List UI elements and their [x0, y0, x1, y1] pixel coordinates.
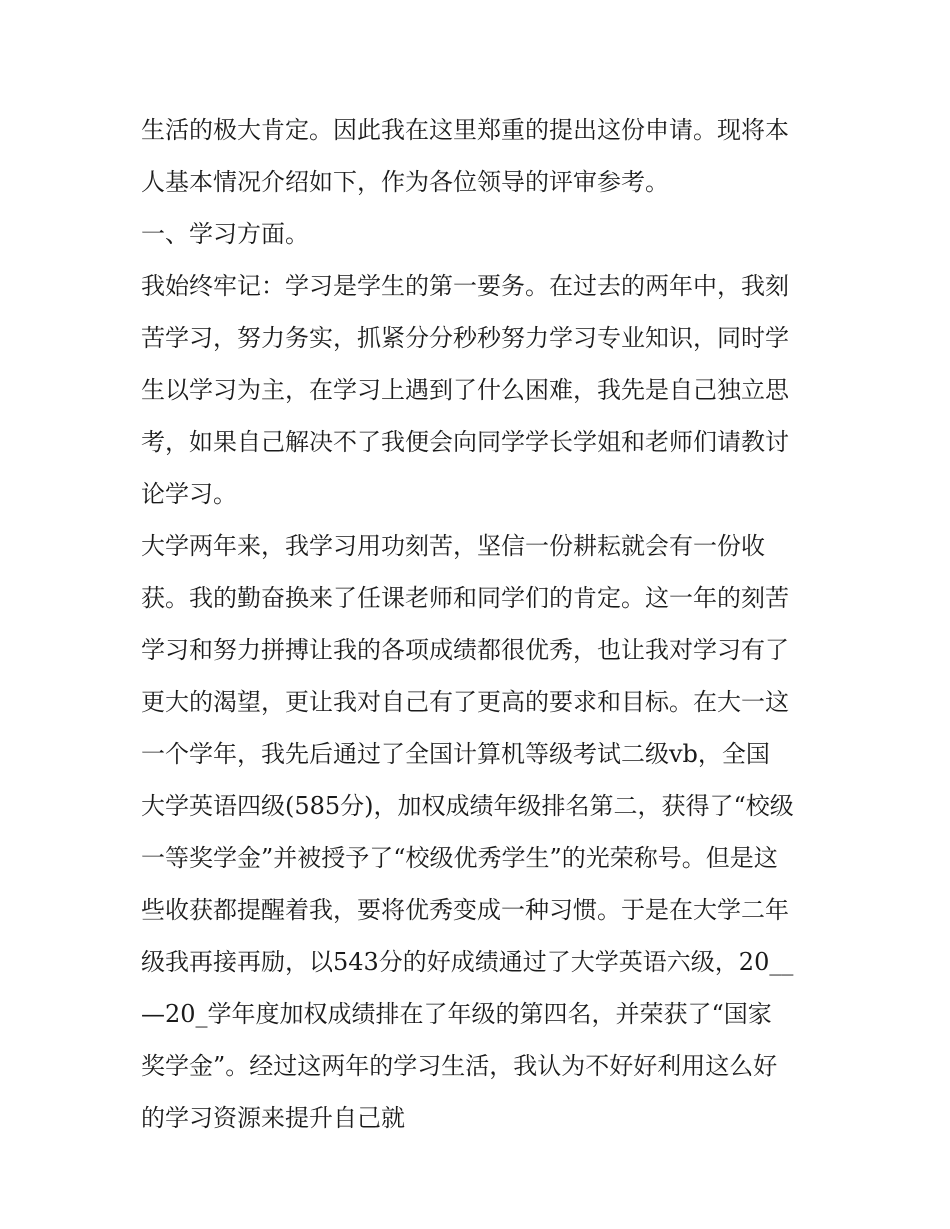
text-line-17: 级我再接再励，以543分的好成绩通过了大学英语六级，20__ — [141, 948, 794, 976]
text-line-11: 学习和努力拼搏让我的各项成绩都很优秀，也让我对学习有了 — [141, 636, 789, 664]
text-line-16: 些收获都提醒着我，要将优秀变成一种习惯。于是在大学二年 — [141, 896, 789, 924]
text-line-19: 奖学金”。经过这两年的学习生活，我认为不好好利用这么好 — [141, 1052, 778, 1080]
text-line-1: 生活的极大肯定。因此我在这里郑重的提出这份申请。现将本 — [141, 116, 789, 144]
text-line-12: 更大的渴望，更让我对自己有了更高的要求和目标。在大一这 — [141, 688, 789, 716]
text-line-2: 人基本情况介绍如下，作为各位领导的评审参考。 — [141, 168, 669, 196]
text-line-10: 获。我的勤奋换来了任课老师和同学们的肯定。这一年的刻苦 — [141, 584, 789, 612]
text-line-4: 我始终牢记：学习是学生的第一要务。在过去的两年中，我刻 — [141, 272, 789, 300]
text-line-20: 的学习资源来提升自己就 — [141, 1104, 405, 1132]
text-line-6: 生以学习为主，在学习上遇到了什么困难，我先是自己独立思 — [141, 376, 789, 404]
text-line-5: 苦学习，努力务实，抓紧分分秒秒努力学习专业知识，同时学 — [141, 324, 789, 352]
text-line-15: 一等奖学金”并被授予了“校级优秀学生”的光荣称号。但是这 — [141, 844, 778, 872]
text-line-8: 论学习。 — [141, 480, 237, 508]
body-text — [141, 104, 821, 1144]
text-line-9: 大学两年来，我学习用功刻苦，坚信一份耕耘就会有一份收 — [141, 532, 765, 560]
text-line-13: 一个学年，我先后通过了全国计算机等级考试二级vb，全国 — [141, 740, 770, 768]
text-line-18: —20_学年度加权成绩排在了年级的第四名，并荣获了“国家 — [141, 1000, 772, 1028]
text-line-7: 考，如果自己解决不了我便会向同学学长学姐和老师们请教讨 — [141, 428, 789, 456]
section-heading-study: 一、学习方面。 — [141, 220, 309, 248]
text-line-14: 大学英语四级(585分)，加权成绩年级排名第二，获得了“校级 — [141, 792, 794, 820]
